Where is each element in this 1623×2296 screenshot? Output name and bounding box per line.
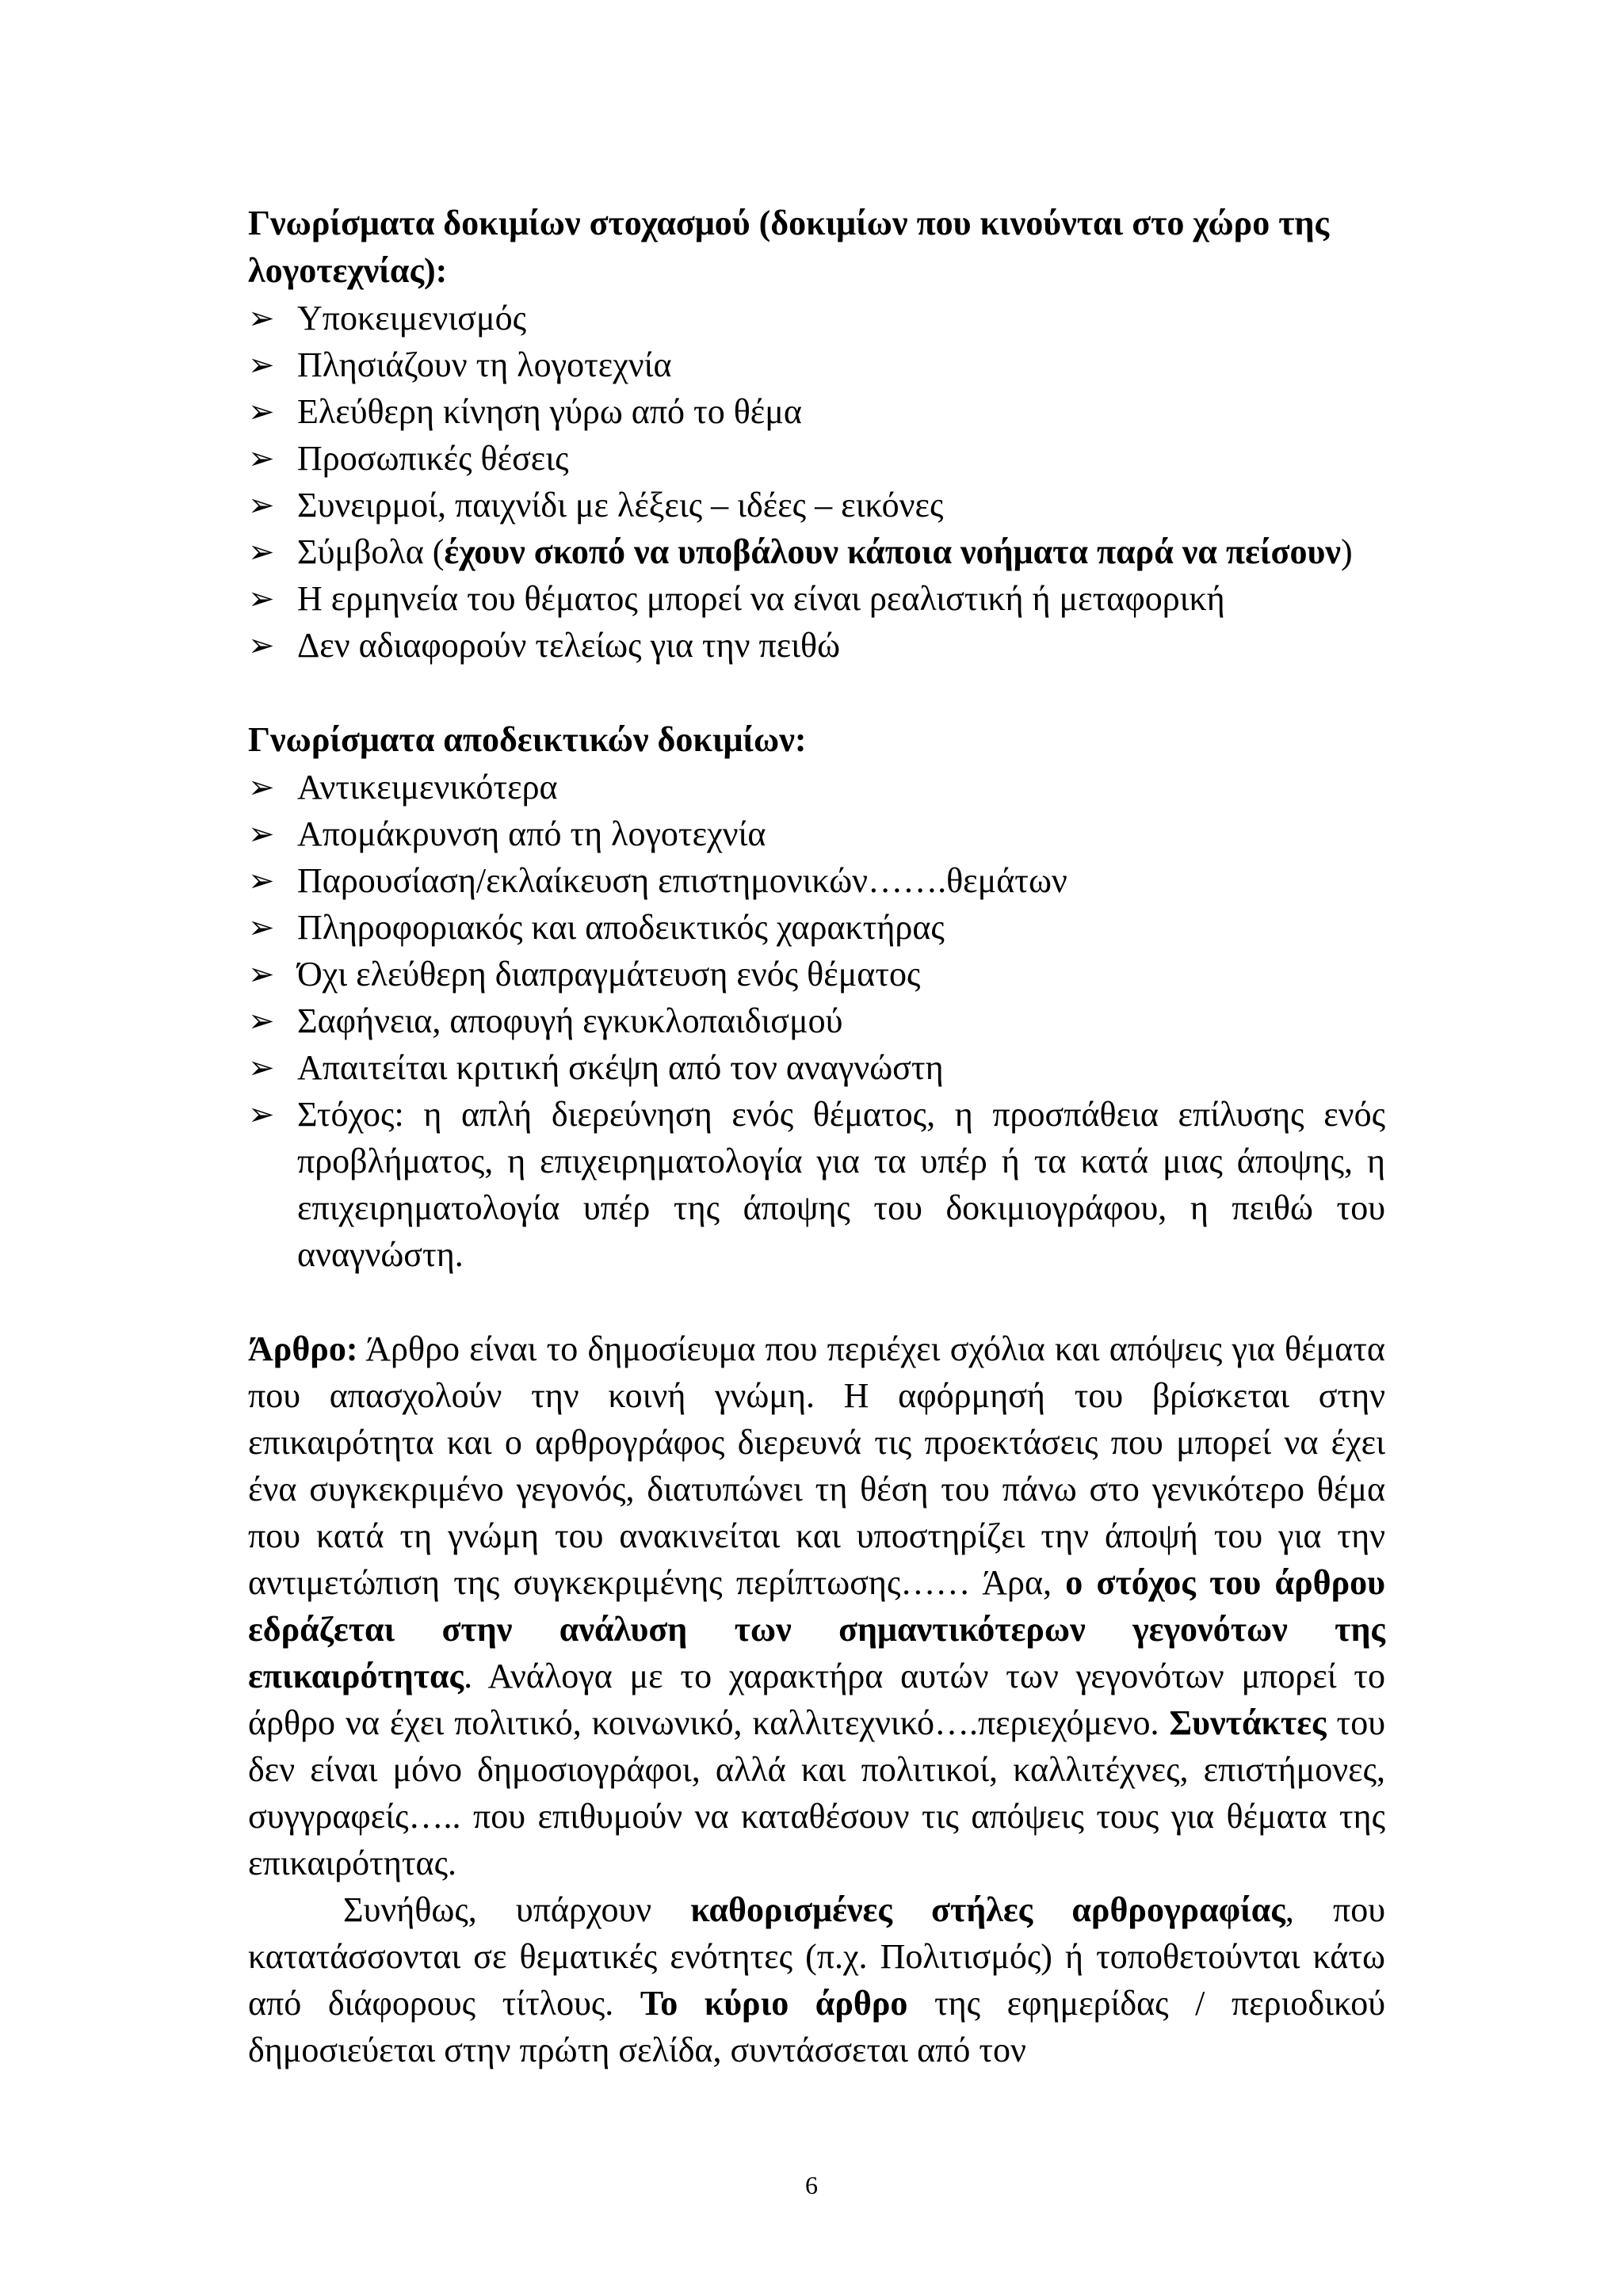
arrow-bullet-icon: ➢ xyxy=(248,394,275,429)
arrow-bullet-icon: ➢ xyxy=(248,581,275,616)
list-item: ➢ Στόχος: η απλή διερεύνηση ενός θέματος, η προσπάθεια επίλυσης ενός προβλήματος, η επιχειρηματολογία για τα υπέρ ή τα κατά μιας άποψης, η επιχειρηματολογία υπέρ της άποψης του δοκιμιογράφου, η πειθώ του αναγνώστη. xyxy=(248,1091,1385,1278)
list-item: ➢ Η ερμηνεία του θέματος μπορεί να είναι ρεαλιστική ή μεταφορική xyxy=(248,575,1385,622)
list-item: ➢ Αντικειμενικότερα xyxy=(248,764,1385,810)
section2-list xyxy=(248,764,1385,1278)
arrow-bullet-icon: ➢ xyxy=(248,769,275,805)
emphasis-text: έχουν σκοπό να υποβάλουν κάποια νοήματα παρά να πείσουν xyxy=(444,532,1341,571)
columns-paragraph: Συνήθως, υπάρχουν καθορισμένες στήλες αρθρογραφίας, που κατατάσσονται σε θεματικές ενότητες (π.χ. Πολιτισμός) ή τοποθετούνται κάτω από διάφορους τίτλους. Το κύριο άρθρο της εφημερίδας / περιοδικού δημοσιεύεται στην πρώτη σελίδα, συντάσσεται από τον xyxy=(248,1890,1386,2069)
arthro-label: Άρθρο: xyxy=(248,1329,358,1368)
list-item: ➢ Δεν αδιαφορούν τελείως για την πειθώ xyxy=(248,622,1385,669)
arrow-bullet-icon: ➢ xyxy=(248,534,275,570)
arrow-bullet-icon: ➢ xyxy=(248,863,275,898)
list-item: ➢ Πλησιάζουν τη λογοτεχνία xyxy=(248,341,1385,388)
arrow-bullet-icon: ➢ xyxy=(248,910,275,945)
document-page xyxy=(248,200,1385,2073)
list-item: ➢ Απαιτείται κριτική σκέψη από τον αναγνώστη xyxy=(248,1044,1385,1091)
list-item: ➢ Υποκειμενισμός xyxy=(248,295,1385,341)
section1-heading: Γνωρίσματα δοκιμίων στοχασμού (δοκιμίων που κινούνται στο χώρο της λογοτεχνίας): xyxy=(248,204,1330,290)
arrow-bullet-icon: ➢ xyxy=(248,487,275,523)
emphasis-text: καθορισμένες στήλες αρθρογραφίας xyxy=(690,1890,1285,1929)
list-item: ➢ Παρουσίαση/εκλαίκευση επιστημονικών…….θεμάτων xyxy=(248,857,1385,904)
list-item: ➢ Σύμβολα (έχουν σκοπό να υποβάλουν κάποια νοήματα παρά να πείσουν) xyxy=(248,528,1385,575)
list-item: ➢ Σαφήνεια, αποφυγή εγκυκλοπαιδισμού xyxy=(248,997,1385,1044)
arrow-bullet-icon: ➢ xyxy=(248,1003,275,1039)
page-number: 6 xyxy=(805,2171,818,2199)
section2-heading: Γνωρίσματα αποδεικτικών δοκιμίων: xyxy=(248,720,807,759)
list-item: ➢ Όχι ελεύθερη διαπραγμάτευση ενός θέματος xyxy=(248,951,1385,997)
arrow-bullet-icon: ➢ xyxy=(248,956,275,992)
emphasis-text: Το κύριο άρθρο xyxy=(640,1984,908,2023)
list-item: ➢ Απομάκρυνση από τη λογοτεχνία xyxy=(248,810,1385,857)
arrow-bullet-icon: ➢ xyxy=(248,816,275,852)
arthro-paragraph: Άρθρο: Άρθρο είναι το δημοσίευμα που περιέχει σχόλια και απόψεις για θέματα που απασχολούν την κοινή γνώμη. Η αφόρμησή του βρίσκεται στην επικαιρότητα και ο αρθρογράφος διερευνά τις προεκτάσεις που μπορεί να έχει ένα συγκεκριμένο γεγονός, διατυπώνει τη θέση του πάνω στο γενικότερο θέμα που κατά τη γνώμη του ανακινείται και υποστηρίζει την άποψή του για την αντιμετώπιση της συγκεκριμένης περίπτωσης…… Άρα, ο στόχος του άρθρου εδράζεται στην ανάλυση των σημαντικότερων γεγονότων της επικαιρότητας. Ανάλογα με το χαρακτήρα αυτών των γεγονότων μπορεί το άρθρο να έχει πολιτικό, κοινωνικό, καλλιτεχνικό….περιεχόμενο. Συντάκτες του δεν είναι μόνο δημοσιογράφοι, αλλά και πολιτικοί, καλλιτέχνες, επιστήμονες, συγγραφείς….. που επιθυμούν να καταθέσουν τις απόψεις τους για θέματα της επικαιρότητας. xyxy=(248,1329,1386,1882)
list-item: ➢ Πληροφοριακός και αποδεικτικός χαρακτήρας xyxy=(248,904,1385,951)
arrow-bullet-icon: ➢ xyxy=(248,300,275,336)
list-item: ➢ Συνειρμοί, παιχνίδι με λέξεις – ιδέες – εικόνες xyxy=(248,482,1385,528)
arrow-bullet-icon: ➢ xyxy=(248,347,275,383)
list-item: ➢ Προσωπικές θέσεις xyxy=(248,435,1385,482)
arrow-bullet-icon: ➢ xyxy=(248,441,275,476)
arrow-bullet-icon: ➢ xyxy=(248,627,275,663)
arrow-bullet-icon: ➢ xyxy=(248,1097,275,1132)
section1-list xyxy=(248,295,1385,669)
arrow-bullet-icon: ➢ xyxy=(248,1050,275,1085)
emphasis-text: ο στόχος του άρθρου εδράζεται στην ανάλυση των σημαντικότερων γεγονότων της επικαιρότητας xyxy=(248,1563,1385,1695)
emphasis-text: Συντάκτες xyxy=(1169,1703,1327,1742)
list-item: ➢ Ελεύθερη κίνηση γύρω από το θέμα xyxy=(248,388,1385,435)
